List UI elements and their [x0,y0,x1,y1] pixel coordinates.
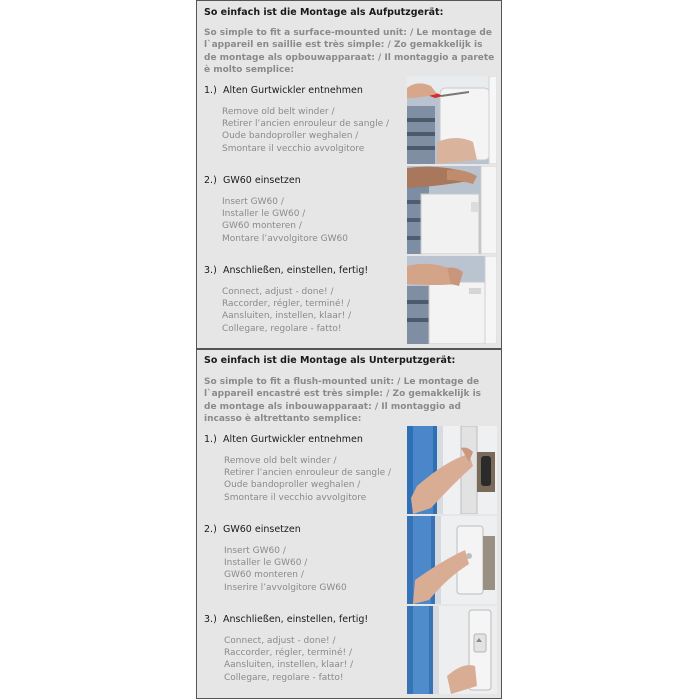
photo-insert-gw60-flush [407,516,497,604]
photo-insert-gw60 [407,166,497,254]
surface-step-3-title [204,265,368,276]
flush-mount-title: So einfach ist die Montage als Unterputzgerät: [204,355,456,366]
flush-step-2-translations [224,545,347,594]
translation-line: Connect, adjust - done! / [222,287,334,297]
translation-line: Insert GW60 / [222,197,284,207]
step-number: 2.) [204,175,217,186]
translation-line: Inserire l’avvolgitore GW60 [224,582,347,593]
step-heading: GW60 einsetzen [223,175,301,186]
surface-step-1-title [204,85,363,96]
photo-remove-old-winder [407,76,497,164]
translation-line: Remove old belt winder / [224,456,337,466]
translation-line: Retirer l’ancien enrouleur de sangle / [222,119,390,130]
translation-line: Remove old belt winder / [222,107,335,117]
flush-mount-intro: So simple to fit a flush-mounted unit: / Le montage de l`appareil encastré est très simple: / Zo gemakkelijk is de montage als inbouwapparaat: / Il montaggio ad incasso è altrettanto semplice: [204,377,482,425]
flush-step-3-title [204,614,368,625]
translation-line: Installer le GW60 / [224,558,308,569]
translation-line: Smontare il vecchio avvolgitore [224,492,367,503]
translation-line: Raccorder, régler, terminé! / [222,299,351,310]
step-heading: Alten Gurtwickler entnehmen [223,434,363,445]
step-number: 1.) [204,85,217,96]
flush-mount-panel [196,349,502,699]
photo-remove-old-winder-flush [407,426,497,514]
flush-step-2-title [204,524,301,535]
surface-step-2-title [204,175,301,186]
translation-line: Insert GW60 / [224,546,286,556]
surface-step-1-translations [222,106,389,155]
step-heading: Anschließen, einstellen, fertig! [223,614,369,625]
flush-step-1-title [204,434,363,445]
step-number: 3.) [204,265,217,276]
translation-line: GW60 monteren / [222,221,302,232]
step-heading: Alten Gurtwickler entnehmen [223,85,363,96]
translation-line: Collegare, regolare - fatto! [222,323,342,334]
step-number: 3.) [204,614,217,625]
translation-line: Aansluiten, instellen, klaar! / [224,660,354,671]
translation-line: Installer le GW60 / [222,209,306,220]
photo-connect-adjust-flush [407,606,497,694]
translation-line: Oude bandoproller weghalen / [222,131,359,142]
translation-line: Connect, adjust - done! / [224,636,336,646]
translation-line: Oude bandoproller weghalen / [224,480,361,491]
translation-line: Montare l’avvolgitore GW60 [222,233,348,244]
translation-line: Smontare il vecchio avvolgitore [222,143,365,154]
flush-step-3-translations [224,635,353,684]
translation-line: Retirer l’ancien enrouleur de sangle / [224,468,392,479]
translation-line: GW60 monteren / [224,570,304,581]
step-heading: Anschließen, einstellen, fertig! [223,265,369,276]
surface-step-2-translations [222,196,348,245]
surface-mount-intro: So simple to fit a surface-mounted unit: / Le montage de l`appareil en saillie est très simple: / Zo gemakkelijk is de montage als opbouwapparaat: / Il montaggio a parete è molto semplice: [204,28,495,76]
flush-step-1-translations [224,455,391,504]
photo-connect-adjust [407,256,497,344]
step-number: 1.) [204,434,217,445]
step-heading: GW60 einsetzen [223,524,301,535]
surface-mount-panel [196,0,502,349]
surface-mount-title: So einfach ist die Montage als Aufputzgerät: [204,7,444,18]
step-number: 2.) [204,524,217,535]
translation-line: Raccorder, régler, terminé! / [224,648,353,659]
translation-line: Aansluiten, instellen, klaar! / [222,311,352,322]
translation-line: Collegare, regolare - fatto! [224,672,344,683]
surface-step-3-translations [222,286,351,335]
